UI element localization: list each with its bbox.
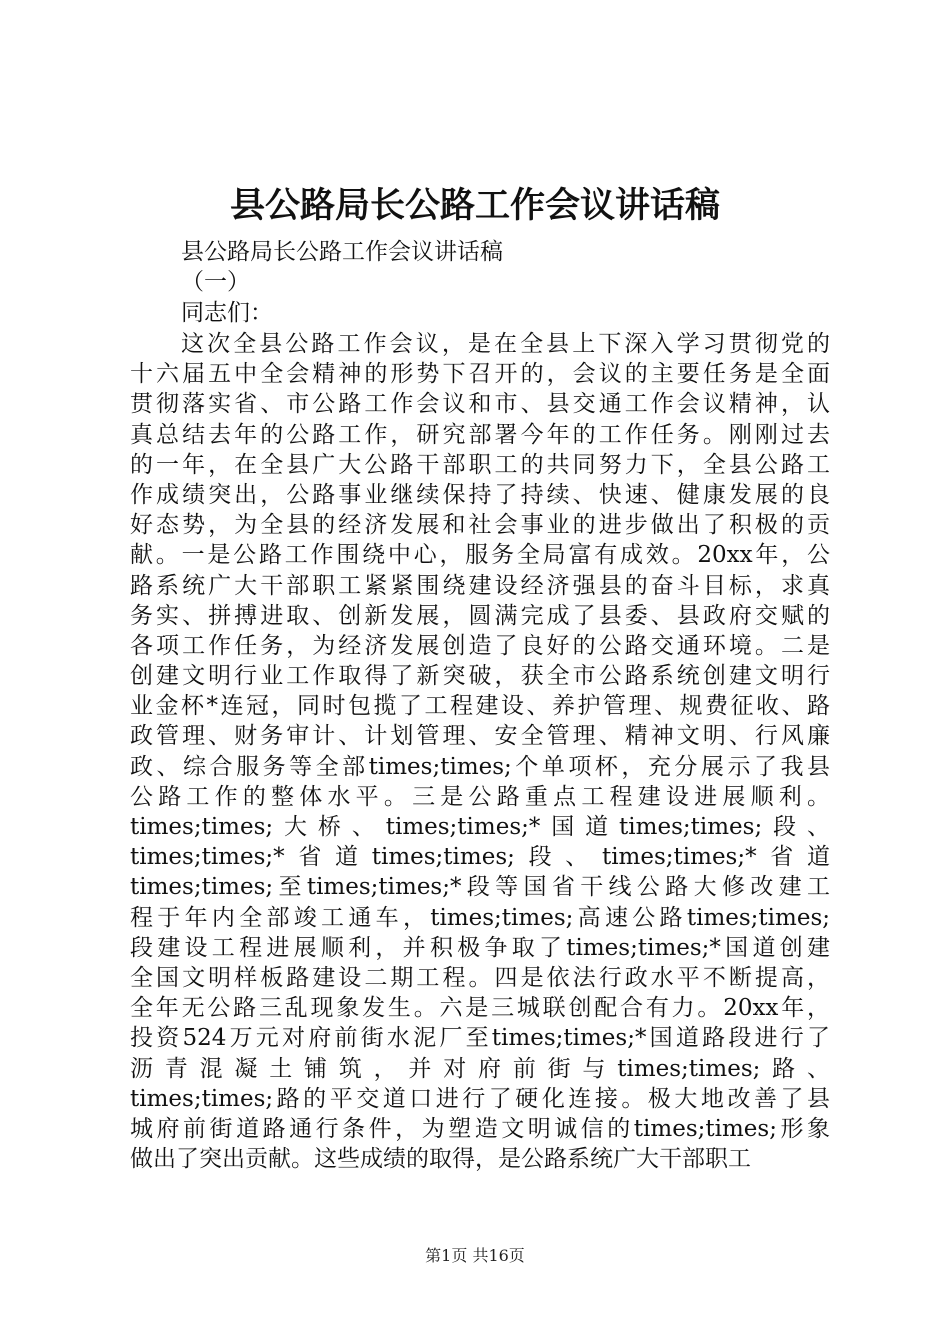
body-line: 这次全县公路工作会议，是在全县上下深入学习贯彻党的 bbox=[181, 331, 830, 357]
body-line: times;times;路的平交道口进行了硬化连接。极大地改善了县 bbox=[130, 1085, 830, 1112]
body-line: 政、综合服务等全部times;times;个单项杯，充分展示了我县 bbox=[130, 753, 830, 780]
body-line: 十六届五中全会精神的形势下召开的，会议的主要任务是全面 bbox=[130, 361, 830, 388]
body-line: 献。一是公路工作围绕中心，服务全局富有成效。20xx年，公 bbox=[130, 542, 830, 569]
body-line: 全国文明样板路建设二期工程。四是依法行政水平不断提高， bbox=[130, 964, 830, 991]
body-line: 城府前街道路通行条件，为塑造文明诚信的times;times;形象 bbox=[130, 1115, 830, 1142]
body-paragraph bbox=[130, 329, 830, 1174]
body-line: 全年无公路三乱现象发生。六是三城联创配合有力。20xx年， bbox=[130, 995, 830, 1022]
body-line: times;times;至times;times;*段等国省干线公路大修改建工 bbox=[130, 874, 830, 901]
body-line: times;times;*省道times;times;段、times;times;*省道 bbox=[130, 844, 830, 871]
page-footer: 第1页 共16页 bbox=[425, 1246, 525, 1265]
body-line: 真总结去年的公路工作，研究部署今年的工作任务。刚刚过去 bbox=[130, 421, 830, 448]
body-line: 作成绩突出，公路事业继续保持了持续、快速、健康发展的良 bbox=[130, 481, 830, 508]
body-line: 政管理、财务审计、计划管理、安全管理、精神文明、行风廉 bbox=[130, 723, 830, 750]
body-line: 业金杯*连冠，同时包揽了工程建设、养护管理、规费征收、路 bbox=[130, 693, 830, 720]
body-line: 好态势，为全县的经济发展和社会事业的进步做出了积极的贡 bbox=[130, 512, 830, 539]
section-number: （一） bbox=[181, 269, 250, 295]
body-line: 沥青混凝土铺筑，并对府前街与times;times;路、 bbox=[130, 1055, 830, 1082]
body-line: 段建设工程进展顺利，并积极争取了times;times;*国道创建 bbox=[130, 934, 830, 961]
body-line: 路系统广大干部职工紧紧围绕建设经济强县的奋斗目标，求真 bbox=[130, 572, 830, 599]
body-line: 的一年，在全县广大公路干部职工的共同努力下，全县公路工 bbox=[130, 451, 830, 478]
greeting-text: 同志们： bbox=[181, 300, 273, 326]
document-subtitle: 县公路局长公路工作会议讲话稿 bbox=[181, 239, 503, 265]
body-line: 各项工作任务，为经济发展创造了良好的公路交通环境。二是 bbox=[130, 632, 830, 659]
body-line: 务实、拼搏进取、创新发展，圆满完成了县委、县政府交赋的 bbox=[130, 602, 830, 629]
body-line: 公路工作的整体水平。三是公路重点工程建设进展顺利。 bbox=[130, 783, 830, 810]
body-line: times;times;大桥、times;times;*国道times;times;段、 bbox=[130, 814, 830, 840]
body-line: 投资524万元对府前街水泥厂至times;times;*国道路段进行了 bbox=[130, 1025, 830, 1052]
body-line: 贯彻落实省、市公路工作会议和市、县交通工作会议精神，认 bbox=[130, 391, 830, 418]
body-line: 程于年内全部竣工通车，times;times;高速公路times;times; bbox=[130, 904, 830, 931]
document-title: 县公路局长公路工作会议讲话稿 bbox=[229, 185, 720, 226]
body-line: 创建文明行业工作取得了新突破，获全市公路系统创建文明行 bbox=[130, 663, 830, 690]
body-line: 做出了突出贡献。这些成绩的取得，是公路系统广大干部职工 bbox=[130, 1146, 751, 1173]
